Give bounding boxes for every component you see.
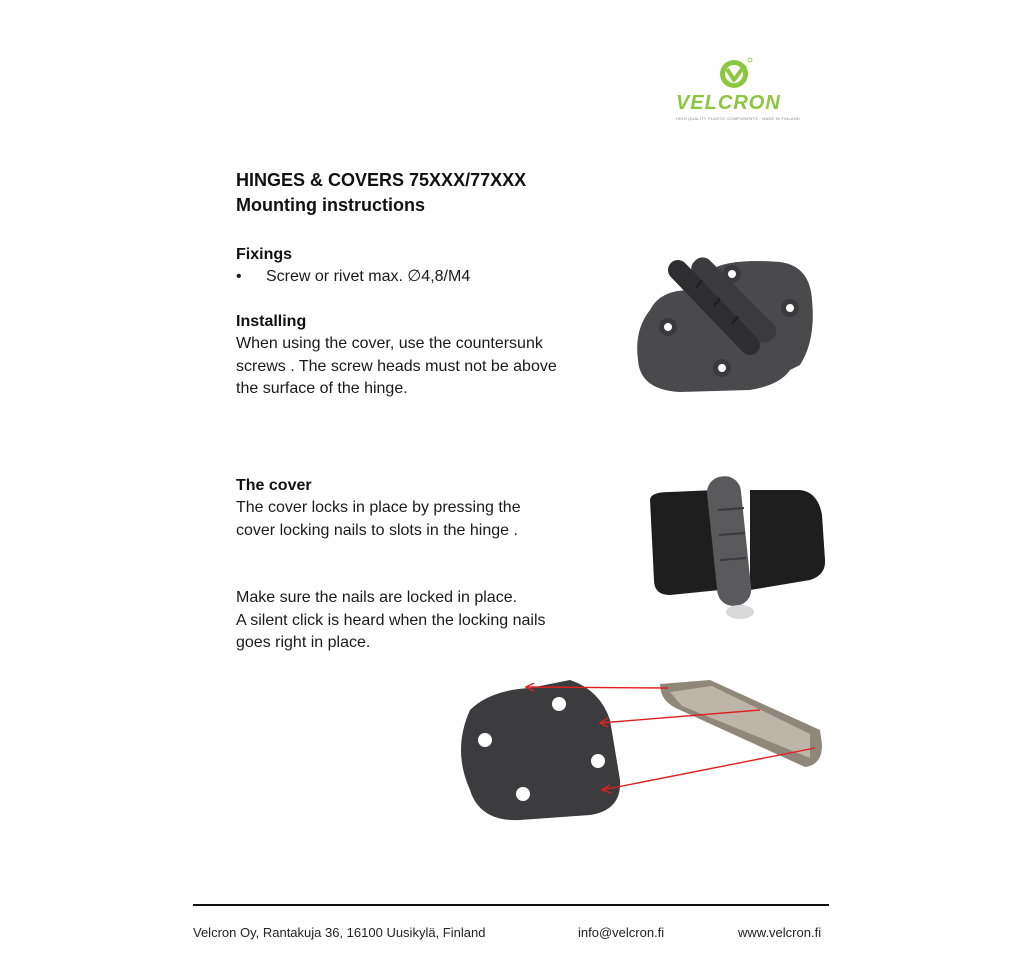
footer-email-link[interactable]: info@velcron.fi (578, 925, 665, 940)
cover-note (236, 587, 596, 655)
cover-heading: The cover (236, 477, 312, 494)
fixings-bullet-item (236, 266, 596, 289)
fixings-item-text: Screw or rivet max. ∅4,8/M4 (266, 268, 471, 285)
cover-line: cover locking nails to slots in the hinge . (236, 521, 518, 539)
installing-line: the surface of the hinge. (236, 380, 408, 397)
cover-note-line: A silent click is heard when the locking nails (236, 611, 546, 629)
cover-section (236, 475, 596, 542)
bullet-icon: • (236, 268, 242, 285)
covered-hinge-product-image (640, 470, 840, 620)
hinge-product-image (630, 250, 830, 400)
installing-line: screws . The screw heads must not be above (236, 357, 557, 375)
installing-line: When using the cover, use the countersunk (236, 335, 543, 352)
hinge-back-shape (461, 680, 620, 820)
hinge-back-and-cover-diagram (450, 670, 840, 830)
logo-tagline: HIGH QUALITY PLASTIC COMPONENTS · MADE IN FINLAND (676, 116, 800, 121)
cover-note-line: goes right in place. (236, 634, 371, 651)
title-line-2: Mounting instructions (236, 195, 425, 215)
fixings-heading: Fixings (236, 246, 293, 263)
installing-heading: Installing (236, 313, 307, 330)
footer-address: Velcron Oy, Rantakuja 36, 16100 Uusikylä, Finland (193, 925, 486, 940)
cover-note-line: Make sure the nails are locked in place. (236, 589, 518, 606)
fixings-section (236, 244, 596, 289)
cover-line: The cover locks in place by pressing the (236, 499, 521, 516)
installing-section (236, 311, 596, 401)
footer-website-link[interactable]: www.velcron.fi (738, 925, 822, 940)
title-line-1: HINGES & COVERS 75XXX/77XXX (236, 170, 527, 190)
footer-divider (193, 904, 829, 906)
arrow-3 (602, 748, 815, 790)
arrow-1 (526, 687, 668, 688)
document-title (236, 168, 526, 218)
logo-brand-text: VELCRON (676, 92, 781, 114)
